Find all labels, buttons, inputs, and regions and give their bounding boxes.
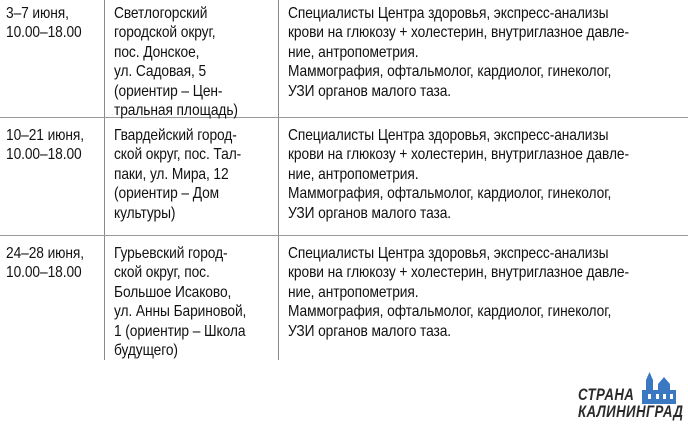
logo-text-line1: СТРАНА [578, 385, 635, 404]
time-text: 10.00–18.00 [6, 264, 82, 282]
location-line: Гвардейский город- [114, 127, 237, 144]
date-text: 10–21 июня, [6, 127, 85, 144]
time-text: 10.00–18.00 [6, 146, 82, 164]
services-cell [278, 118, 688, 235]
services-line: УЗИ органов малого таза. [288, 82, 452, 100]
services-line: ние, антропометрия. [288, 283, 419, 301]
location-cell [104, 0, 278, 120]
services-cell [278, 236, 688, 360]
logo-text-line2: КАЛИНИНГРАД [578, 402, 684, 421]
date-cell [0, 0, 104, 117]
services-line: крови на глюкозу + холестерин, внутриглазное давле- [288, 264, 629, 282]
services-line: Маммография, офтальмолог, кардиолог, гинеколог, [288, 303, 612, 321]
date-cell [0, 118, 104, 235]
location-line: паки, ул. Мира, 12 [114, 165, 229, 183]
date-text: 3–7 июня, [6, 5, 69, 22]
time-text: 10.00–18.00 [6, 24, 82, 42]
table-row [0, 0, 688, 118]
location-line: Гурьевский город- [114, 245, 228, 262]
services-line: ние, антропометрия. [288, 165, 419, 183]
services-line: Специалисты Центра здоровья, экспресс-анализы [288, 245, 609, 262]
location-cell [104, 118, 278, 235]
table-row [0, 118, 688, 236]
date-text: 24–28 июня, [6, 245, 85, 262]
services-line: УЗИ органов малого таза. [288, 322, 452, 340]
location-line: ской округ, пос. Тал- [114, 146, 242, 164]
site-logo [578, 370, 684, 422]
date-cell [0, 236, 104, 360]
location-line: будущего) [114, 342, 178, 360]
services-line: Маммография, офтальмолог, кардиолог, гинеколог, [288, 185, 612, 203]
services-line: ние, антропометрия. [288, 43, 419, 61]
services-cell [278, 0, 688, 117]
services-line: Специалисты Центра здоровья, экспресс-анализы [288, 5, 609, 22]
location-cell [104, 236, 278, 360]
services-line: Маммография, офтальмолог, кардиолог, гинеколог, [288, 63, 612, 81]
location-line: пос. Донское, [114, 43, 200, 61]
services-line: крови на глюкозу + холестерин, внутриглазное давле- [288, 24, 629, 42]
location-line: тральная площадь) [114, 102, 238, 120]
location-line: ской округ, пос. [114, 264, 210, 282]
cathedral-icon [636, 370, 682, 404]
location-line: ул. Садовая, 5 [114, 63, 207, 81]
services-line: УЗИ органов малого таза. [288, 204, 452, 222]
location-line: (ориентир – Цен- [114, 82, 223, 100]
location-line: (ориентир – Дом [114, 185, 220, 203]
location-line: культуры) [114, 204, 176, 222]
services-line: Специалисты Центра здоровья, экспресс-анализы [288, 127, 609, 144]
services-line: крови на глюкозу + холестерин, внутриглазное давле- [288, 146, 629, 164]
table-row [0, 236, 688, 360]
location-line: городской округ, [114, 24, 216, 42]
location-line: ул. Анны Бариновой, [114, 303, 247, 321]
location-line: Светлогорский [114, 5, 208, 22]
location-line: 1 (ориентир – Школа [114, 322, 246, 340]
location-line: Большое Исаково, [114, 283, 232, 301]
